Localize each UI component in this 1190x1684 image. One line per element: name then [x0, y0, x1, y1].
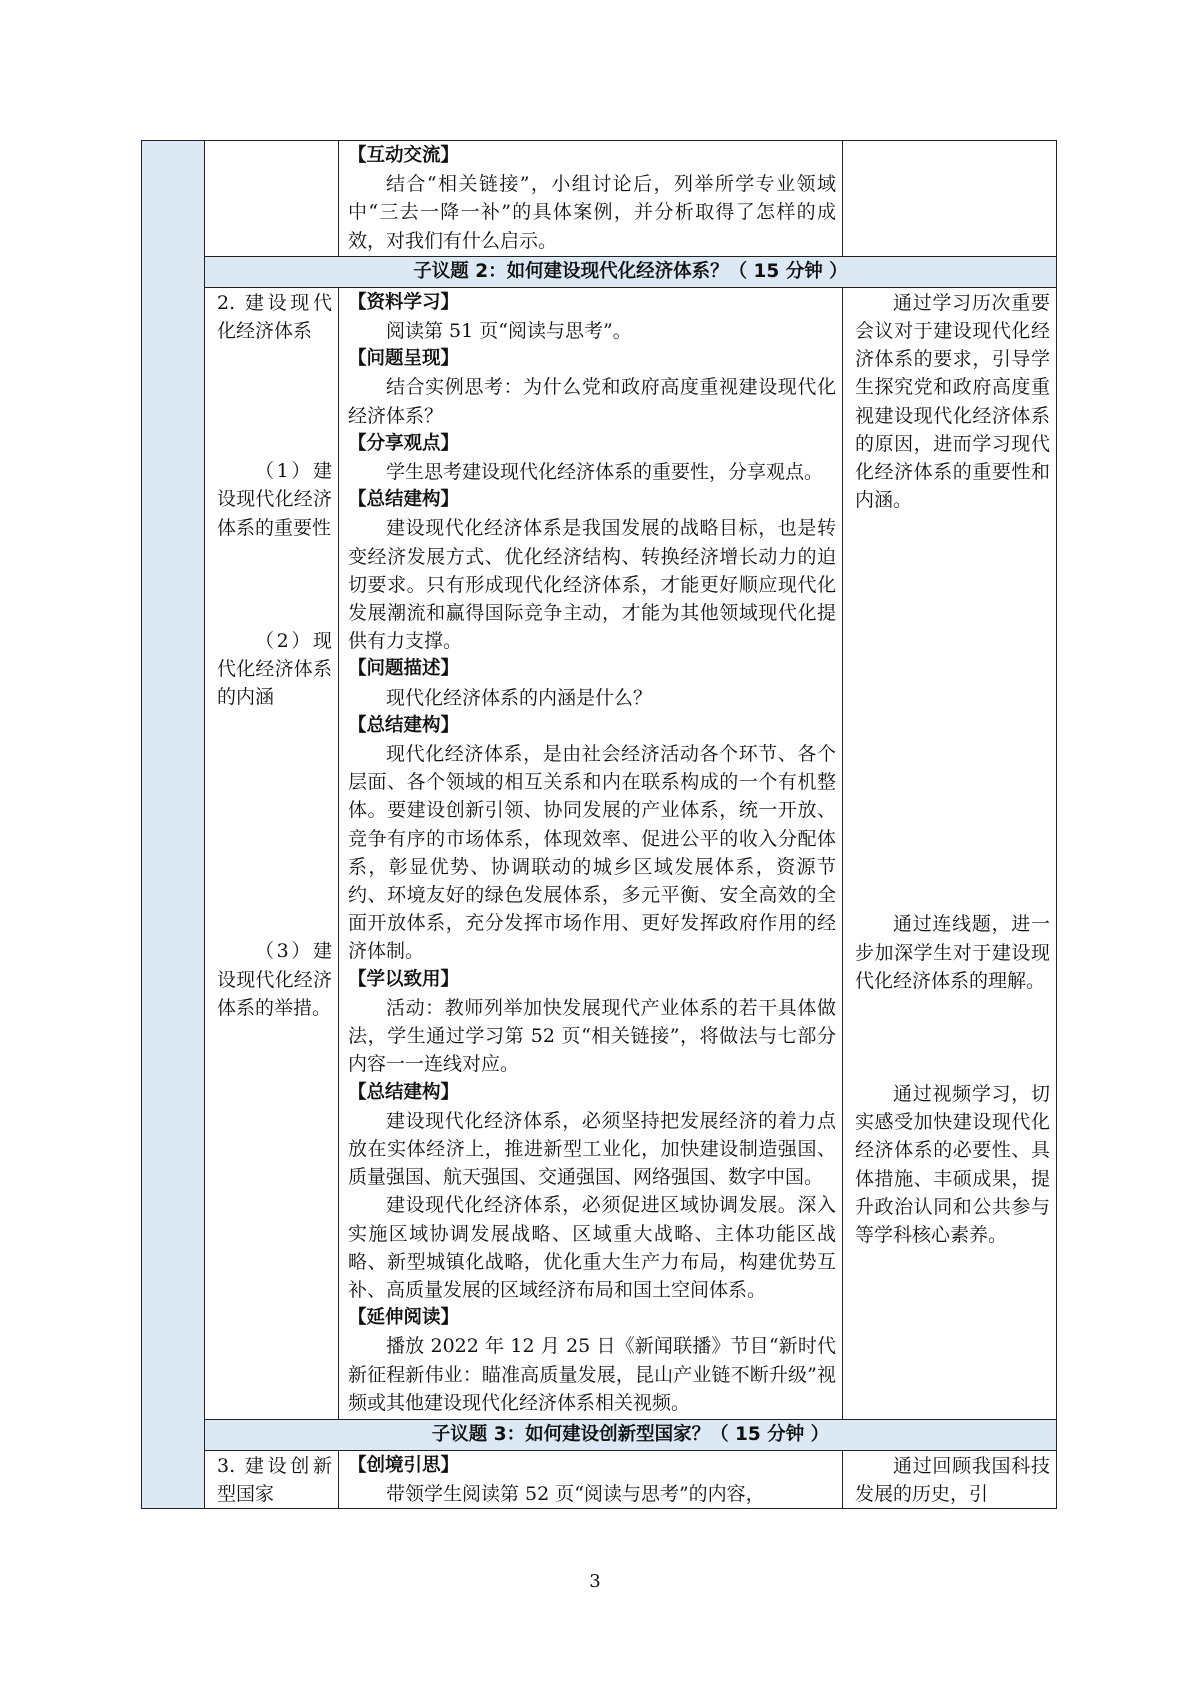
- topic-sub2: （2）现代化经济体系的内涵: [217, 629, 332, 709]
- block-text-scenario: 带领学生阅读第 52 页“阅读与思考”的内容，: [386, 1483, 765, 1506]
- topic-sub3: （3）建设现代化经济体系的举措。: [217, 940, 332, 1019]
- design-note-3: 通过视频学习，切实感受加快建设现代化经济体系的必要性、具体措施、丰硕成果，提升政治认同和公共参与等学科核心素养。: [855, 1083, 1050, 1247]
- subtopic3-content-cell: [339, 1450, 843, 1508]
- subtopic3-note-cell: [843, 1450, 1057, 1508]
- block-text-summary2: 现代化经济体系，是由社会经济活动各个环节、各个层面、各个领域的相互关系和内在联系构成的一个有机整体。要建设创新引领、协同发展的产业体系，统一开放、竞争有序的市场体系，体现效率、促进公平的收入分配体系，彰显优势、协调联动的城乡区域发展体系，资源节约、环境友好的绿色发展体系，多元平衡、安全高效的全面开放体系，充分发挥市场作用、更好发挥政府作用的经济体制。: [348, 743, 836, 963]
- subtopic3-topic: 3. 建设创新型国家: [217, 1454, 332, 1506]
- interaction-text: 结合“相关链接”，小组讨论后，列举所学专业领域中“三去一降一补”的具体案例，并分析取得了怎样的成效，对我们有什么启示。: [348, 173, 836, 252]
- block-tag-describe: 【问题描述】: [348, 658, 460, 680]
- topic-sub1: （1）建设现代化经济体系的重要性: [217, 460, 332, 539]
- subtopic2-body-row: [142, 287, 1057, 1419]
- empty-topic-cell: [205, 141, 339, 257]
- subtopic2-header-row: [142, 256, 1057, 287]
- blue-margin-column: [142, 141, 205, 1509]
- block-text-apply: 活动：教师列举加快发展现代产业体系的若干具体做法，学生通过学习第 52 页“相关链接”，将做法与七部分内容一一连线对应。: [348, 996, 836, 1076]
- lesson-table: [141, 140, 1057, 1509]
- design-note-1: 通过学习历次重要会议对于建设现代化经济体系的要求，引导学生探究党和政府高度重视建设现代化经济体系的原因，进而学习现代化经济体系的重要性和内涵。: [855, 291, 1050, 512]
- subtopic3-header: 子议题 3：如何建设创新型国家？（ 15 分钟 ）: [205, 1419, 1057, 1450]
- block-tag-extended: 【延伸阅读】: [348, 1307, 460, 1329]
- block-tag-material: 【资料学习】: [348, 291, 460, 313]
- interaction-cell: [339, 141, 843, 257]
- empty-note-cell: [843, 141, 1057, 257]
- block-text-summary1: 建设现代化经济体系是我国发展的战略目标，也是转变经济发展方式、优化经济结构、转换经济增长动力的迫切要求。只有形成现代化经济体系，才能更好顺应现代化发展潮流和赢得国际竞争主动，才能为其他领域现代化提供有力支撑。: [348, 517, 836, 653]
- block-tag-summary2: 【总结建构】: [348, 714, 460, 736]
- block-tag-summary1: 【总结建构】: [348, 489, 460, 511]
- subtopic2-note-cell: [843, 287, 1057, 1419]
- block-text-summary3: 建设现代化经济体系，必须坚持把发展经济的着力点放在实体经济上，推进新型工业化，加快建设制造强国、质量强国、航天强国、交通强国、网络强国、数字中国。: [348, 1109, 836, 1189]
- page-number: 3: [589, 1571, 601, 1592]
- subtopic2-header: 子议题 2：如何建设现代化经济体系？（ 15 分钟 ）: [205, 256, 1057, 287]
- block-text-share: 学生思考建设现代化经济体系的重要性，分享观点。: [386, 461, 824, 484]
- subtopic2-content-cell: [339, 287, 843, 1419]
- subtopic3-note: 通过回顾我国科技发展的历史，引: [855, 1454, 1050, 1506]
- block-text-material: 阅读第 51 页“阅读与思考”。: [386, 320, 632, 343]
- interaction-tag: 【互动交流】: [348, 145, 460, 166]
- design-note-2: 通过连线题，进一步加深学生对于建设现代化经济体系的理解。: [855, 913, 1050, 992]
- block-tag-summary3: 【总结建构】: [348, 1081, 460, 1103]
- block-tag-scenario: 【创境引思】: [348, 1454, 460, 1476]
- block-text-describe: 现代化经济体系的内涵是什么？: [386, 686, 653, 709]
- subtopic3-header-row: [142, 1419, 1057, 1450]
- subtopic2-topic-cell: [205, 287, 339, 1419]
- subtopic3-topic-cell: [205, 1450, 339, 1508]
- interaction-row: [142, 141, 1057, 257]
- subtopic3-body-row: [142, 1450, 1057, 1508]
- block-tag-apply: 【学以致用】: [348, 968, 460, 990]
- block-tag-share: 【分享观点】: [348, 432, 460, 454]
- block-text-summary3b: 建设现代化经济体系，必须促进区域协调发展。深入实施区域协调发展战略、区域重大战略、主体功能区战略、新型城镇化战略，优化重大生产力布局，构建优势互补、高质量发展的区域经济布局和国土空间体系。: [348, 1194, 836, 1301]
- block-text-question: 结合实例思考：为什么党和政府高度重视建设现代化经济体系？: [348, 376, 836, 427]
- block-text-extended: 播放 2022 年 12 月 25 日《新闻联播》节目“新时代新征程新伟业：瞄准高质量发展，昆山产业链不断升级”视频或其他建设现代化经济体系相关视频。: [348, 1335, 836, 1414]
- lesson-plan-sheet: [141, 140, 1190, 1509]
- topic-main: 2. 建设现代化经济体系: [217, 291, 332, 343]
- block-tag-question: 【问题呈现】: [348, 348, 460, 370]
